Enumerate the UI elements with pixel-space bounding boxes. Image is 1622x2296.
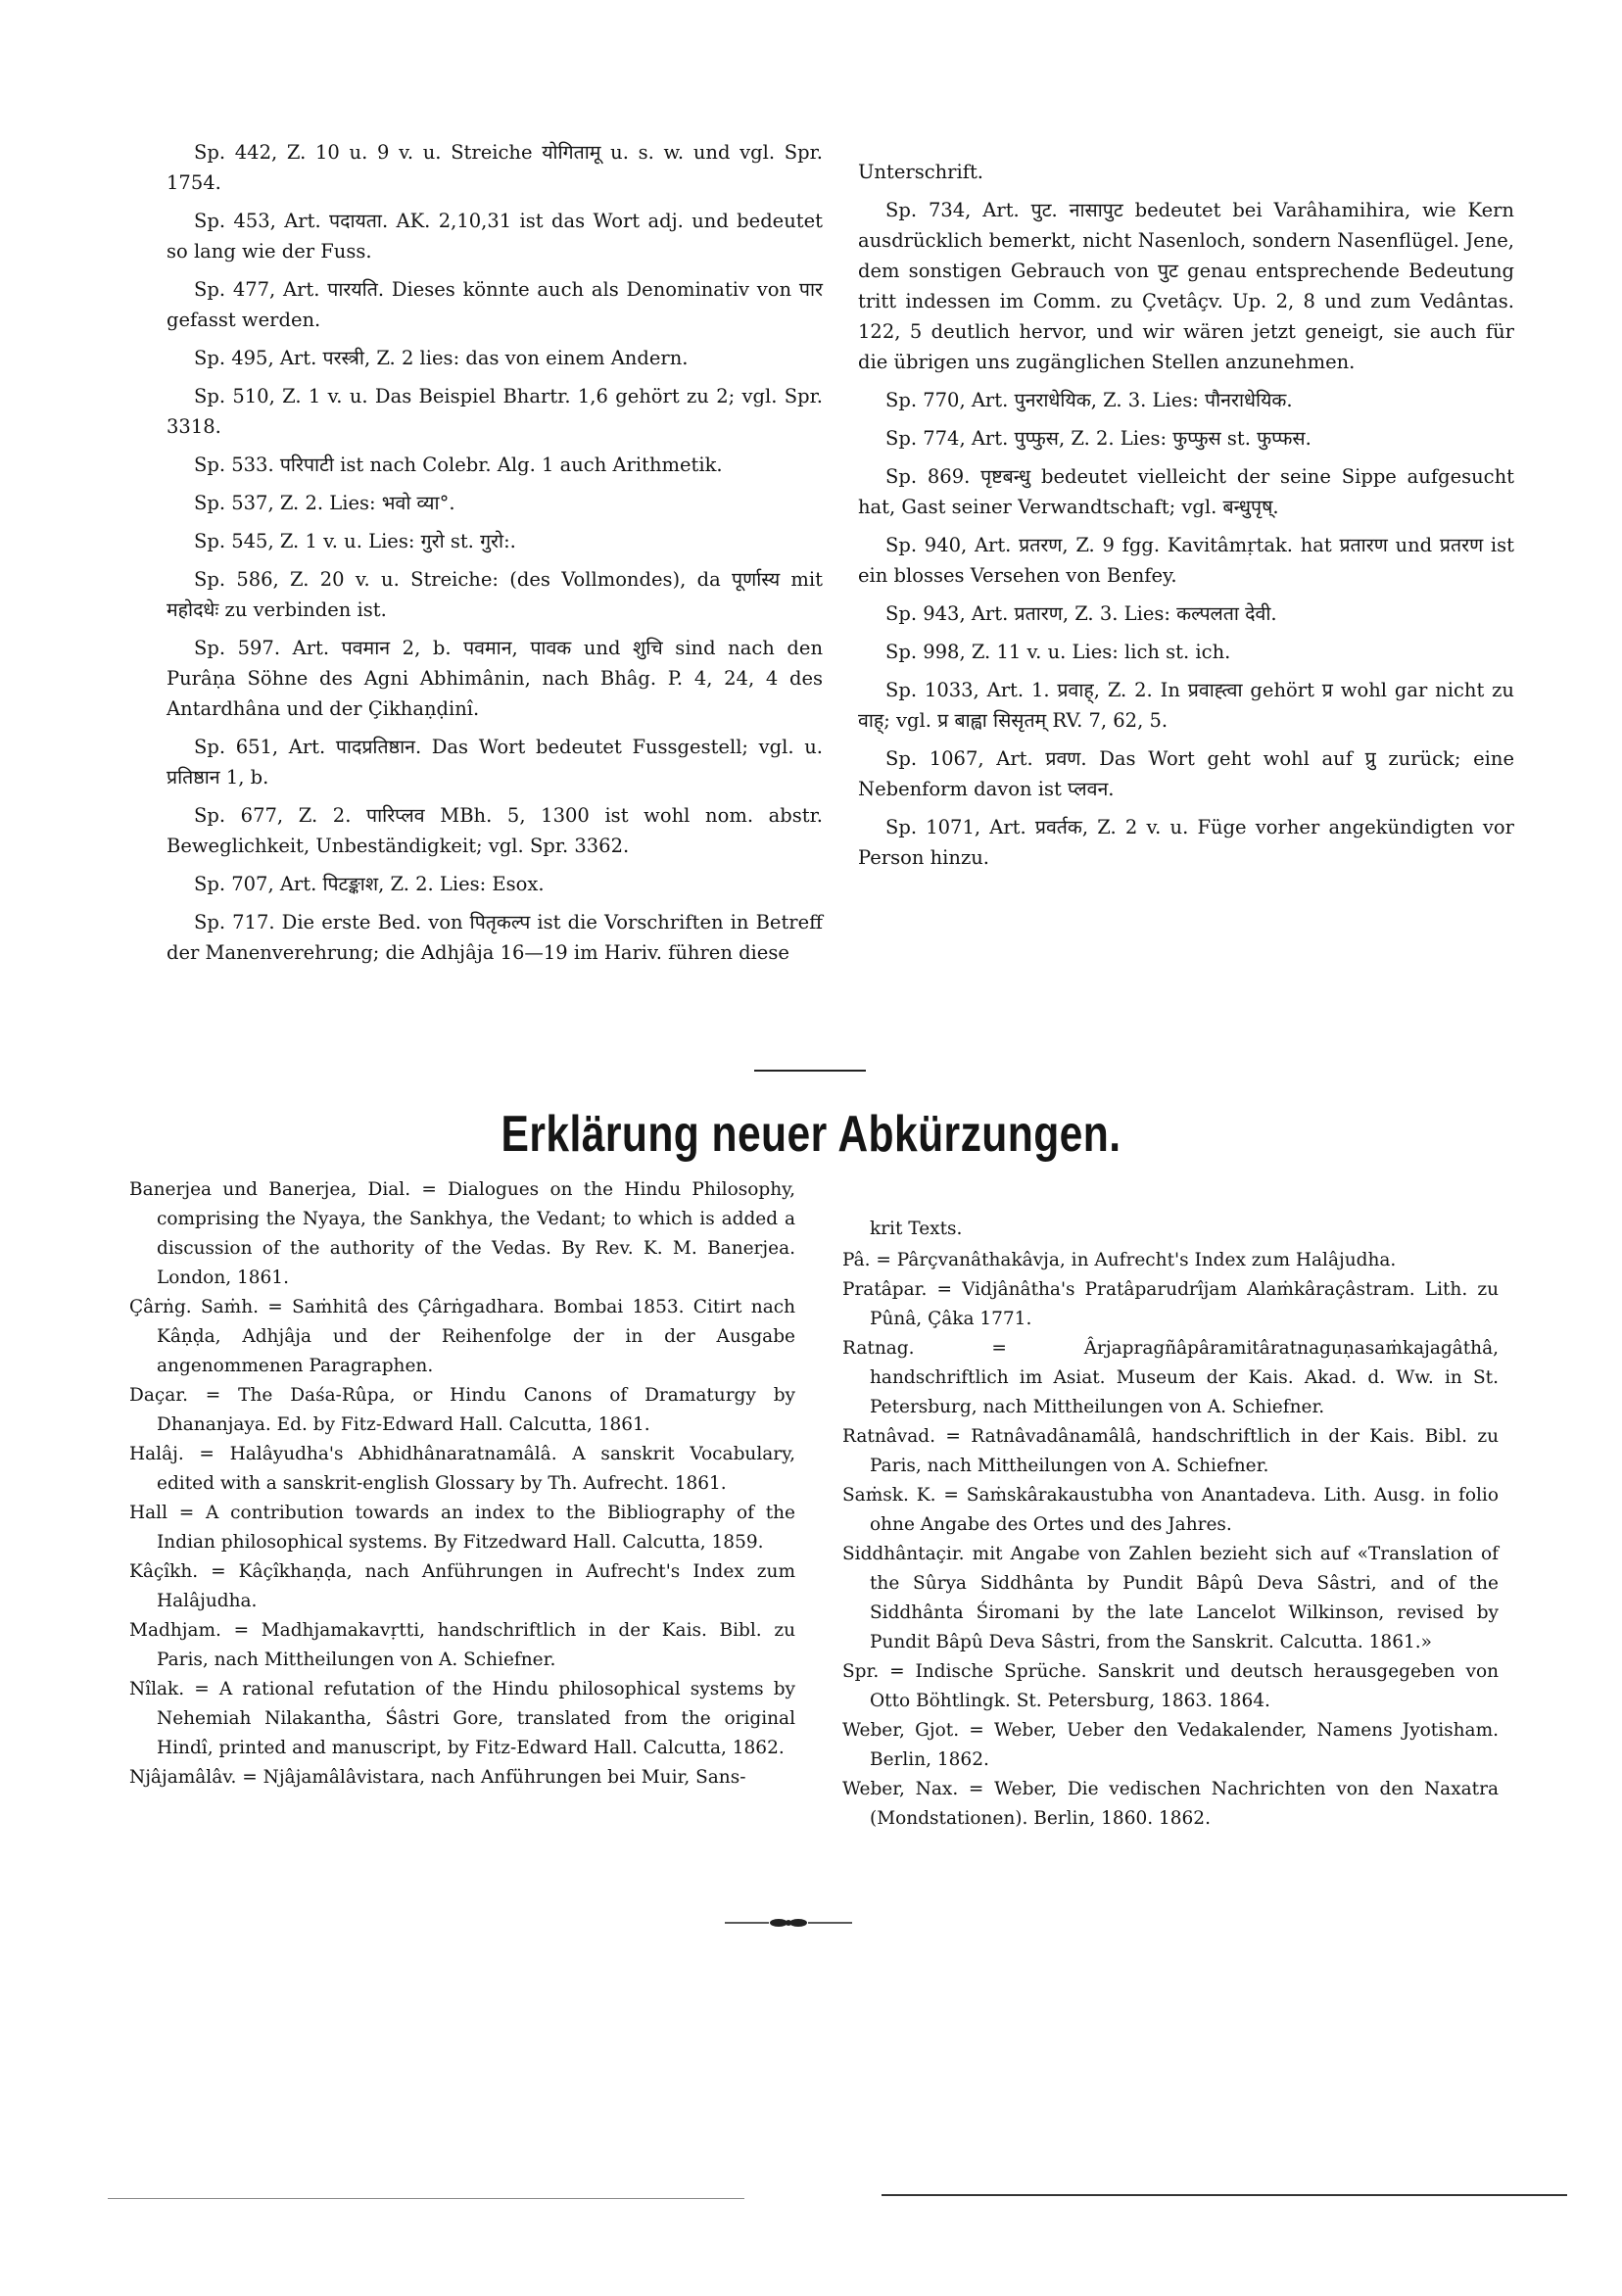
errata-entry: Sp. 1033, Art. 1. प्रवाह्, Z. 2. In प्रवाह्त्वा gehört प्र wohl gar nicht zu वाह्; vgl. प्र बाह्वा सिसृतम् RV. 7, 62, 5. (858, 679, 1514, 732)
abbreviation-entry: Çârṅg. Saṁh. = Saṁhitâ des Çârṅgadhara. Bombai 1853. Citirt nach Kâṇḍa, Adhjâja und der Reihenfolge der in der Ausgabe angenommenen Paragraphen. (129, 1297, 795, 1376)
errata-entry: Sp. 545, Z. 1 v. u. Lies: गुरो st. गुरो:. (194, 530, 516, 552)
abbreviation-entry: Halâj. = Halâyudha's Abhidhânaratnamâlâ. A sanskrit Vocabulary, edited with a sanskrit-english Glossary by Th. Aufrecht. 1861. (129, 1444, 795, 1494)
abbreviations-column-left (129, 1175, 795, 1793)
bottom-rule-right (882, 2194, 1567, 2196)
errata-entry: Sp. 477, Art. पारयति. Dieses könnte auch als Denominativ von पार gefasst werden. (167, 278, 823, 331)
abbreviation-entry: Siddhântaçir. mit Angabe von Zahlen bezieht sich auf «Translation of the Sûrya Siddhânta by Pundit Bâpû Deva Sâstri, and of the Siddhânta Śiromani by the late Lancelot Wilkinson, revised by Pundit Bâpû Deva Sâstri, from the Sanskrit. Calcutta. 1861.» (842, 1544, 1499, 1652)
errata-entry: Sp. 869. पृष्टबन्धु bedeutet vielleicht der seine Sippe aufgesucht hat, Gast seiner Verwandtschaft; vgl. बन्धुपृष्. (858, 465, 1514, 518)
errata-entry: Sp. 495, Art. परस्त्री, Z. 2 lies: das von einem Andern. (194, 347, 689, 369)
abbreviation-entry: Weber, Gjot. = Weber, Ueber den Vedakalender, Namens Jyotisham. Berlin, 1862. (842, 1720, 1499, 1770)
errata-entry: Sp. 442, Z. 10 u. 9 v. u. Streiche योगितामू u. s. w. und vgl. Spr. 1754. (167, 141, 823, 194)
abbreviation-entry: Madhjam. = Madhjamakavṛtti, handschriftlich in der Kais. Bibl. zu Paris, nach Mittheilungen von A. Schiefner. (129, 1620, 795, 1670)
abbreviations-column-right (842, 1215, 1499, 1834)
errata-entry: Sp. 533. परिपाटी ist nach Colebr. Alg. 1 auch Arithmetik. (194, 454, 723, 476)
errata-entry: Sp. 537, Z. 2. Lies: भवो व्या°. (194, 492, 455, 514)
errata-entry: Sp. 998, Z. 11 v. u. Lies: lich st. ich. (885, 641, 1231, 663)
errata-entry: Sp. 453, Art. पदायता. AK. 2,10,31 ist das Wort adj. und bedeutet so lang wie der Fuss. (167, 210, 823, 263)
errata-entry: Sp. 940, Art. प्रतरण, Z. 9 fgg. Kavitâmṛtak. hat प्रतारण und प्रतरण ist ein blosses Versehen von Benfey. (858, 534, 1514, 587)
abbreviation-continuation: krit Texts. (870, 1219, 963, 1239)
end-ornament (725, 1916, 852, 1930)
section-heading: Erklärung neuer Abkürzungen. (501, 1106, 1121, 1163)
abbreviation-entry: Spr. = Indische Sprüche. Sanskrit und deutsch herausgegeben von Otto Böhtlingk. St. Petersburg, 1863. 1864. (842, 1661, 1499, 1711)
abbreviation-entry: Ratnâvad. = Ratnâvadânamâlâ, handschriftlich in der Kais. Bibl. zu Paris, nach Mittheilungen von A. Schiefner. (842, 1426, 1499, 1476)
errata-entry: Sp. 943, Art. प्रतारण, Z. 3. Lies: कल्पलता देवी. (885, 602, 1277, 625)
errata-entry: Sp. 586, Z. 20 v. u. Streiche: (des Vollmondes), da पूर्णास्य mit महोदधेः zu verbinden ist. (167, 568, 823, 621)
errata-entry: Sp. 510, Z. 1 v. u. Das Beispiel Bhartr. 1,6 gehört zu 2; vgl. Spr. 3318. (167, 385, 823, 438)
errata-entry: Sp. 734, Art. पुट. नासापुट bedeutet bei Varâhamihira, wie Kern ausdrücklich bemerkt, nicht Nasenloch, sondern Nasenflügel. Jene, dem sonstigen Gebrauch von पुट genau entsprechende Bedeutung tritt indessen im Comm. zu Çvetâçv. Up. 2, 8 und zum Vedântas. 122, 5 deutlich hervor, und wir wären jetzt geneigt, sie auch für die übrigen uns zugänglichen Stellen anzunehmen. (858, 199, 1514, 373)
errata-entry: Sp. 770, Art. पुनराधेयिक, Z. 3. Lies: पौनराधेयिक. (885, 389, 1293, 411)
abbreviation-entry: Njâjamâlâv. = Njâjamâlâvistara, nach Anführungen bei Muir, Sans- (129, 1767, 746, 1788)
abbreviation-entry: Saṁsk. K. = Saṁskârakaustubha von Anantadeva. Lith. Ausg. in folio ohne Angabe des Ortes und des Jahres. (842, 1485, 1499, 1535)
abbreviation-entry: Weber, Nax. = Weber, Die vedischen Nachrichten von den Naxatra (Mondstationen). Berlin, 1860. 1862. (842, 1779, 1499, 1829)
errata-entry: Sp. 717. Die erste Bed. von पितृकल्प ist die Vorschriften in Betreff der Manenverehrung; die Adhjâja 16—19 im Hariv. führen diese (167, 911, 823, 964)
errata-column-left (167, 137, 823, 976)
errata-entry: Sp. 677, Z. 2. पारिप्लव MBh. 5, 1300 ist wohl nom. abstr. Beweglichkeit, Unbeständigkeit; vgl. Spr. 3362. (167, 804, 823, 857)
errata-entry: Sp. 1067, Art. प्रवण. Das Wort geht wohl auf प्रु zurück; eine Nebenform davon ist प्लवन. (858, 747, 1514, 800)
abbreviation-entry: Pâ. = Pârçvanâthakâvja, in Aufrecht's Index zum Halâjudha. (842, 1250, 1397, 1270)
abbreviation-entry: Nîlak. = A rational refutation of the Hindu philosophical systems by Nehemiah Nilakantha, Śâstri Gore, translated from the original Hindî, printed and manuscript, by Fitz-Edward Hall. Calcutta, 1862. (129, 1679, 795, 1758)
errata-entry: Sp. 707, Art. पिटङ्काश, Z. 2. Lies: Esox. (194, 873, 545, 895)
abbreviation-entry: Daçar. = The Daśa-Rûpa, or Hindu Canons of Dramaturgy by Dhananjaya. Ed. by Fitz-Edward Hall. Calcutta, 1861. (129, 1385, 795, 1435)
errata-column-right (858, 157, 1514, 881)
errata-entry: Sp. 1071, Art. प्रवर्तक, Z. 2 v. u. Füge vorher angekündigten vor Person hinzu. (858, 816, 1514, 869)
abbreviation-entry: Kâçîkh. = Kâçîkhaṇḍa, nach Anführungen in Aufrecht's Index zum Halâjudha. (129, 1561, 795, 1611)
abbreviation-entry: Pratâpar. = Vidjânâtha's Pratâparudrîjam Alaṁkâraçâstram. Lith. zu Pûnâ, Çâka 1771. (842, 1279, 1499, 1329)
errata-entry: Sp. 597. Art. पवमान 2, b. पवमान, पावक und शुचि sind nach den Purâṇa Söhne des Agni Abhimânin, nach Bhâg. P. 4, 24, 4 des Antardhâna und der Çikhaṇḍinî. (167, 637, 823, 720)
errata-continuation: Unterschrift. (858, 161, 983, 183)
abbreviation-entry: Hall = A contribution towards an index to the Bibliography of the Indian philosophical systems. By Fitzedward Hall. Calcutta, 1859. (129, 1503, 795, 1553)
errata-entry: Sp. 651, Art. पादप्रतिष्ठान. Das Wort bedeutet Fussgestell; vgl. u. प्रतिष्ठान 1, b. (167, 736, 823, 789)
abbreviation-entry: Banerjea und Banerjea, Dial. = Dialogues on the Hindu Philosophy, comprising the Nyaya, the Sankhya, the Vedant; to which is added a discussion of the authority of the Vedas. By Rev. K. M. Banerjea. London, 1861. (129, 1179, 795, 1288)
errata-entry: Sp. 774, Art. पुप्फुस, Z. 2. Lies: फुप्फुस st. फुप्फस. (885, 427, 1312, 450)
abbreviation-entry: Ratnag. = Ârjapragñâpâramitâratnaguṇasaṁkajagâthâ, handschriftlich im Asiat. Museum der Kais. Akad. d. Ww. in St. Petersburg, nach Mittheilungen von A. Schiefner. (842, 1338, 1499, 1417)
section-divider (754, 1070, 866, 1072)
bottom-rule-left (108, 2198, 744, 2199)
